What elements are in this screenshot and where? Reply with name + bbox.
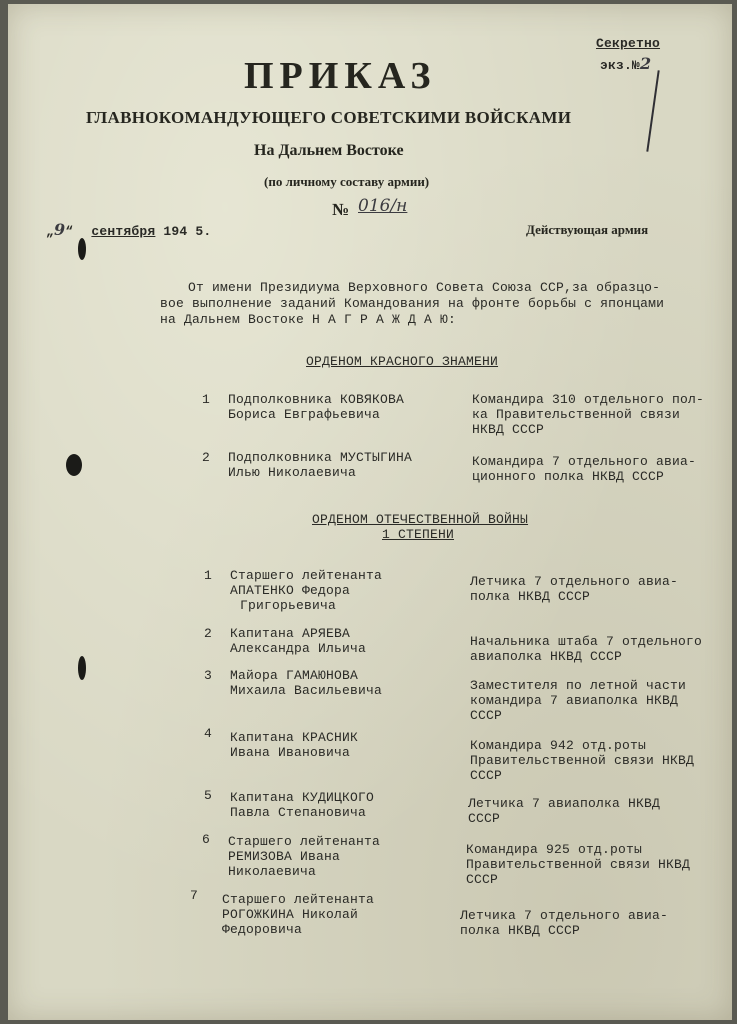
s2-item3-name-1: Майора ГАМАЮНОВА: [230, 668, 359, 683]
order-title: ПРИКАЗ: [244, 55, 437, 97]
s1-item2-post-2: ционного полка НКВД СССР: [472, 469, 665, 484]
order-scope: (по личному составу армии): [264, 174, 430, 189]
s1-item1-post-3: НКВД СССР: [472, 422, 545, 437]
s1-item2-number: 2: [202, 450, 211, 465]
s1-item1-name-1: Подполковника КОВЯКОВА: [228, 392, 405, 407]
s2-item5-post-2: СССР: [468, 811, 501, 826]
document-page: [8, 4, 732, 1020]
s2-item1-name-1: Старшего лейтенанта: [230, 568, 383, 583]
s2-item2-post-2: авиаполка НКВД СССР: [470, 649, 623, 664]
s2-item5-number: 5: [204, 788, 213, 803]
punch-hole-bottom: [78, 656, 86, 680]
s2-item4-name-1: Капитана КРАСНИК: [230, 730, 359, 745]
s2-item5-post-1: Летчика 7 авиаполка НКВД: [468, 796, 661, 811]
s2-item7-name-3: Федоровича: [222, 922, 303, 937]
copy-number-handwritten: 2: [640, 54, 652, 73]
s1-item1-post-2: ка Правительственной связи: [472, 407, 681, 422]
s2-item6-name-1: Старшего лейтенанта: [228, 834, 381, 849]
preamble-line-3: на Дальнем Востоке Н А Г Р А Ж Д А Ю:: [160, 312, 457, 327]
s2-item6-post-1: Командира 925 отд.роты: [466, 842, 643, 857]
date-month: сентября: [91, 224, 156, 239]
date-year: 194 5.: [163, 224, 212, 239]
s2-item3-post-1: Заместителя по летной части: [470, 678, 687, 693]
s2-item6-name-3: Николаевича: [228, 864, 317, 879]
s2-item5-name-1: Капитана КУДИЦКОГО: [230, 790, 375, 805]
s2-item1-name-3: Григорьевича: [240, 598, 337, 613]
copy-number-label: [600, 56, 651, 73]
s2-item6-name-2: РЕМИЗОВА Ивана: [228, 849, 341, 864]
s2-item4-number: 4: [204, 726, 213, 741]
s1-item1-post-1: Командира 310 отдельного пол-: [472, 392, 705, 407]
punch-hole-top: [78, 238, 86, 260]
s2-item5-name-2: Павла Степановича: [230, 805, 367, 820]
secret-stamp: Секретно: [596, 36, 661, 51]
s2-item2-post-1: Начальника штаба 7 отдельного: [470, 634, 703, 649]
s2-item3-number: 3: [204, 668, 213, 683]
preamble-line-2: вое выполнение заданий Командования на фронте борьбы с японцами: [160, 296, 665, 311]
s2-item3-post-3: СССР: [470, 708, 503, 723]
date-close-quote: “: [65, 224, 74, 239]
s2-item4-name-2: Ивана Ивановича: [230, 745, 351, 760]
s2-item4-post-3: СССР: [470, 768, 503, 783]
section2-heading-2: 1 СТЕПЕНИ: [382, 527, 455, 542]
s2-item2-name-2: Александра Ильича: [230, 641, 367, 656]
date-open-quote: „: [46, 224, 55, 239]
s2-item4-post-2: Правительственной связи НКВД: [470, 753, 695, 768]
s2-item7-post-1: Летчика 7 отдельного авиа-: [460, 908, 669, 923]
s2-item2-name-1: Капитана АРЯЕВА: [230, 626, 351, 641]
s2-item1-post-2: полка НКВД СССР: [470, 589, 591, 604]
s2-item6-post-2: Правительственной связи НКВД: [466, 857, 691, 872]
s2-item7-name-1: Старшего лейтенанта: [222, 892, 375, 907]
s2-item6-number: 6: [202, 832, 211, 847]
punch-hole-middle: [66, 454, 82, 476]
s2-item3-name-2: Михаила Васильевича: [230, 683, 383, 698]
preamble-line-1: От имени Президиума Верховного Совета Союза ССР,за образцо-: [188, 280, 661, 295]
s1-item2-name-1: Подполковника МУСТЫГИНА: [228, 450, 413, 465]
order-region: На Дальнем Востоке: [254, 142, 404, 159]
section2-heading-1: ОРДЕНОМ ОТЕЧЕСТВЕННОЙ ВОЙНЫ: [312, 512, 529, 527]
s2-item1-post-1: Летчика 7 отдельного авиа-: [470, 574, 679, 589]
s2-item2-number: 2: [204, 626, 213, 641]
s2-item1-number: 1: [204, 568, 213, 583]
handwritten-stroke: [646, 70, 659, 151]
order-subtitle: ГЛАВНОКОМАНДУЮЩЕГО СОВЕТСКИМИ ВОЙСКАМИ: [86, 108, 572, 127]
s1-item1-number: 1: [202, 392, 211, 407]
s1-item2-post-1: Командира 7 отдельного авиа-: [472, 454, 697, 469]
date-day-handwritten: 9: [54, 220, 66, 239]
s2-item7-post-2: полка НКВД СССР: [460, 923, 581, 938]
s2-item7-number: 7: [190, 888, 199, 903]
order-number-label: №: [332, 200, 350, 219]
s2-item4-post-1: Командира 942 отд.роты: [470, 738, 647, 753]
s2-item1-name-2: АПАТЕНКО Федора: [230, 583, 351, 598]
order-date: [46, 222, 211, 239]
s2-item7-name-2: РОГОЖКИНА Николай: [222, 907, 359, 922]
section1-heading: ОРДЕНОМ КРАСНОГО ЗНАМЕНИ: [306, 354, 499, 369]
order-number-handwritten: 016/н: [358, 196, 408, 216]
s2-item3-post-2: командира 7 авиаполка НКВД: [470, 693, 679, 708]
copy-label: экз.№: [600, 58, 641, 73]
s2-item6-post-3: СССР: [466, 872, 499, 887]
army-label: Действующая армия: [526, 222, 649, 237]
s1-item2-name-2: Илью Николаевича: [228, 465, 357, 480]
s1-item1-name-2: Бориса Евграфьевича: [228, 407, 381, 422]
